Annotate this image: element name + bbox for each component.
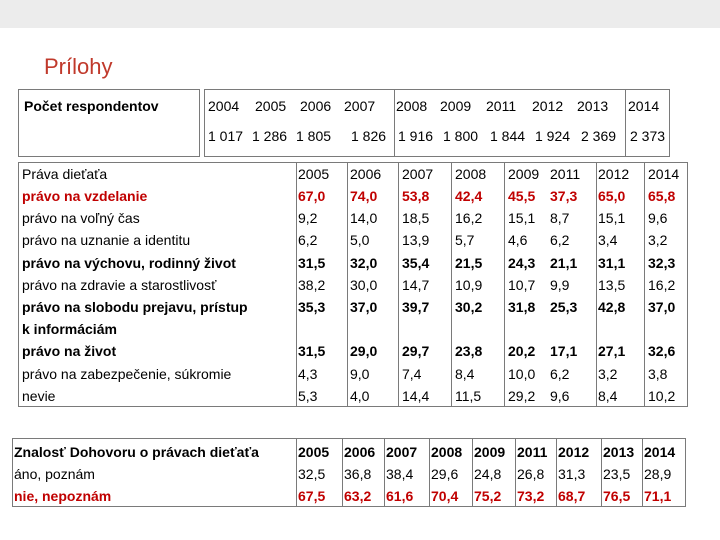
rights-value: 32,6 bbox=[648, 343, 676, 359]
knowledge-value: 23,5 bbox=[603, 466, 631, 482]
respondents-year: 2008 bbox=[396, 98, 428, 114]
rights-value: 31,5 bbox=[298, 343, 326, 359]
rights-value: 8,4 bbox=[598, 388, 618, 404]
rights-value: 10,0 bbox=[508, 366, 536, 382]
respondents-count: 1 805 bbox=[296, 128, 332, 144]
rights-row-label: právo na výchovu, rodinný život bbox=[22, 255, 236, 271]
knowledge-year-header: 2012 bbox=[558, 444, 590, 460]
rights-year-header: 2009 bbox=[508, 166, 540, 182]
respondents-year: 2004 bbox=[208, 98, 240, 114]
rights-value: 37,0 bbox=[350, 299, 378, 315]
rights-value: 23,8 bbox=[455, 343, 483, 359]
knowledge-value: 70,4 bbox=[431, 488, 459, 504]
rights-value: 29,2 bbox=[508, 388, 536, 404]
rights-value: 21,1 bbox=[550, 255, 578, 271]
rights-value: 32,3 bbox=[648, 255, 676, 271]
respondents-count: 1 800 bbox=[443, 128, 479, 144]
top-bar bbox=[0, 0, 720, 28]
knowledge-divider bbox=[384, 438, 385, 507]
rights-value: 29,7 bbox=[402, 343, 430, 359]
rights-value: 3,4 bbox=[598, 232, 618, 248]
knowledge-year-header: 2008 bbox=[431, 444, 463, 460]
knowledge-value: 32,5 bbox=[298, 466, 326, 482]
knowledge-divider bbox=[515, 438, 516, 507]
knowledge-header: Znalosť Dohovoru o právach dieťaťa bbox=[14, 444, 259, 460]
respondents-count: 1 286 bbox=[252, 128, 288, 144]
rights-value: 9,6 bbox=[550, 388, 570, 404]
rights-value: 65,0 bbox=[598, 188, 626, 204]
respondents-label: Počet respondentov bbox=[24, 98, 159, 114]
rights-value: 14,0 bbox=[350, 210, 378, 226]
knowledge-divider bbox=[472, 438, 473, 507]
rights-value: 9,2 bbox=[298, 210, 318, 226]
rights-value: 4,3 bbox=[298, 366, 318, 382]
rights-value: 6,2 bbox=[550, 366, 570, 382]
rights-value: 16,2 bbox=[648, 277, 676, 293]
respondents-year: 2014 bbox=[628, 98, 660, 114]
rights-value: 6,2 bbox=[298, 232, 318, 248]
rights-value: 30,0 bbox=[350, 277, 378, 293]
rights-value: 6,2 bbox=[550, 232, 570, 248]
rights-value: 13,9 bbox=[402, 232, 430, 248]
rights-value: 67,0 bbox=[298, 188, 326, 204]
rights-value: 15,1 bbox=[508, 210, 536, 226]
rights-value: 17,1 bbox=[550, 343, 578, 359]
rights-value: 3,8 bbox=[648, 366, 668, 382]
rights-row-label: právo na uznanie a identitu bbox=[22, 232, 191, 248]
rights-row-label: právo na vzdelanie bbox=[22, 188, 148, 204]
knowledge-value: 76,5 bbox=[603, 488, 631, 504]
knowledge-divider bbox=[296, 438, 297, 507]
rights-value: 10,2 bbox=[648, 388, 676, 404]
respondents-year: 2013 bbox=[577, 98, 609, 114]
rights-value: 21,5 bbox=[455, 255, 483, 271]
knowledge-value: 26,8 bbox=[517, 466, 545, 482]
knowledge-row-label: áno, poznám bbox=[14, 466, 95, 482]
rights-value: 8,7 bbox=[550, 210, 570, 226]
knowledge-value: 75,2 bbox=[474, 488, 502, 504]
knowledge-year-header: 2011 bbox=[517, 444, 548, 460]
rights-value: 3,2 bbox=[648, 232, 668, 248]
rights-year-header: 2011 bbox=[550, 166, 581, 182]
rights-row-label: právo na život bbox=[22, 343, 117, 359]
rights-value: 4,6 bbox=[508, 232, 528, 248]
rights-value: 5,0 bbox=[350, 232, 370, 248]
rights-value: 31,1 bbox=[598, 255, 626, 271]
respondents-count: 2 373 bbox=[630, 128, 666, 144]
respondents-year: 2012 bbox=[532, 98, 564, 114]
rights-value: 27,1 bbox=[598, 343, 626, 359]
rights-header: Práva dieťaťa bbox=[22, 166, 108, 182]
rights-value: 31,5 bbox=[298, 255, 326, 271]
rights-value: 5,7 bbox=[455, 232, 475, 248]
respondents-count: 2 369 bbox=[581, 128, 617, 144]
rights-value: 35,4 bbox=[402, 255, 430, 271]
rights-value: 30,2 bbox=[455, 299, 483, 315]
knowledge-value: 29,6 bbox=[431, 466, 459, 482]
rights-year-header: 2012 bbox=[598, 166, 630, 182]
knowledge-year-header: 2005 bbox=[298, 444, 330, 460]
rights-value: 8,4 bbox=[455, 366, 475, 382]
rights-value: 35,3 bbox=[298, 299, 326, 315]
rights-value: 16,2 bbox=[455, 210, 483, 226]
rights-row-label: právo na zabezpečenie, súkromie bbox=[22, 366, 232, 382]
knowledge-value: 73,2 bbox=[517, 488, 545, 504]
rights-value: 5,3 bbox=[298, 388, 318, 404]
rights-value: 39,7 bbox=[402, 299, 430, 315]
rights-divider bbox=[504, 162, 505, 407]
rights-value: 38,2 bbox=[298, 277, 326, 293]
respondents-count: 1 924 bbox=[535, 128, 571, 144]
rights-year-header: 2008 bbox=[455, 166, 487, 182]
respondents-count: 1 844 bbox=[490, 128, 526, 144]
rights-value: 7,4 bbox=[402, 366, 422, 382]
rights-year-header: 2014 bbox=[648, 166, 680, 182]
respondents-year: 2005 bbox=[255, 98, 287, 114]
rights-value: 14,4 bbox=[402, 388, 430, 404]
rights-row-label: nevie bbox=[22, 388, 56, 404]
respondents-divider bbox=[394, 89, 395, 157]
rights-value: 9,6 bbox=[648, 210, 668, 226]
respondents-count: 1 826 bbox=[351, 128, 387, 144]
rights-value: 4,0 bbox=[350, 388, 370, 404]
rights-row-label: právo na voľný čas bbox=[22, 210, 140, 226]
respondents-divider bbox=[625, 89, 626, 157]
knowledge-value: 63,2 bbox=[344, 488, 372, 504]
knowledge-value: 68,7 bbox=[558, 488, 586, 504]
rights-value: 15,1 bbox=[598, 210, 626, 226]
respondents-count: 1 916 bbox=[398, 128, 434, 144]
rights-value: 31,8 bbox=[508, 299, 536, 315]
rights-year-header: 2007 bbox=[402, 166, 434, 182]
respondents-year: 2006 bbox=[300, 98, 332, 114]
knowledge-year-header: 2014 bbox=[644, 444, 676, 460]
rights-divider bbox=[347, 162, 348, 407]
knowledge-year-header: 2007 bbox=[386, 444, 418, 460]
rights-value: 10,7 bbox=[508, 277, 536, 293]
rights-value: 3,2 bbox=[598, 366, 618, 382]
rights-value: 45,5 bbox=[508, 188, 536, 204]
rights-value: 10,9 bbox=[455, 277, 483, 293]
knowledge-divider bbox=[556, 438, 557, 507]
rights-value: 53,8 bbox=[402, 188, 430, 204]
rights-value: 13,5 bbox=[598, 277, 626, 293]
rights-divider bbox=[596, 162, 597, 407]
rights-value: 42,8 bbox=[598, 299, 626, 315]
knowledge-value: 28,9 bbox=[644, 466, 672, 482]
knowledge-value: 31,3 bbox=[558, 466, 586, 482]
rights-value: 24,3 bbox=[508, 255, 536, 271]
knowledge-value: 36,8 bbox=[344, 466, 372, 482]
rights-value: 32,0 bbox=[350, 255, 378, 271]
page-title: Prílohy bbox=[44, 54, 113, 79]
rights-row-label: právo na zdravie a starostlivosť bbox=[22, 277, 217, 293]
rights-year-header: 2006 bbox=[350, 166, 382, 182]
respondents-year: 2007 bbox=[344, 98, 376, 114]
knowledge-value: 61,6 bbox=[386, 488, 414, 504]
rights-row-label-cont: k informáciám bbox=[22, 321, 117, 337]
knowledge-year-header: 2009 bbox=[474, 444, 506, 460]
knowledge-divider bbox=[642, 438, 643, 507]
rights-value: 29,0 bbox=[350, 343, 378, 359]
rights-divider bbox=[296, 162, 297, 407]
rights-value: 18,5 bbox=[402, 210, 430, 226]
rights-value: 42,4 bbox=[455, 188, 483, 204]
rights-value: 9,0 bbox=[350, 366, 370, 382]
knowledge-divider bbox=[429, 438, 430, 507]
rights-value: 14,7 bbox=[402, 277, 430, 293]
rights-value: 11,5 bbox=[455, 388, 482, 404]
knowledge-value: 71,1 bbox=[644, 488, 672, 504]
rights-row-label: právo na slobodu prejavu, prístup bbox=[22, 299, 248, 315]
respondents-year: 2009 bbox=[440, 98, 472, 114]
rights-divider bbox=[451, 162, 452, 407]
rights-value: 65,8 bbox=[648, 188, 676, 204]
rights-value: 20,2 bbox=[508, 343, 536, 359]
knowledge-year-header: 2006 bbox=[344, 444, 376, 460]
rights-value: 37,3 bbox=[550, 188, 578, 204]
knowledge-value: 67,5 bbox=[298, 488, 326, 504]
rights-divider bbox=[644, 162, 645, 407]
knowledge-value: 24,8 bbox=[474, 466, 502, 482]
rights-value: 74,0 bbox=[350, 188, 378, 204]
rights-value: 9,9 bbox=[550, 277, 570, 293]
knowledge-row-label: nie, nepoznám bbox=[14, 488, 112, 504]
respondents-year: 2011 bbox=[486, 98, 517, 114]
respondents-count: 1 017 bbox=[208, 128, 244, 144]
knowledge-divider bbox=[342, 438, 343, 507]
knowledge-value: 38,4 bbox=[386, 466, 414, 482]
rights-value: 25,3 bbox=[550, 299, 578, 315]
rights-year-header: 2005 bbox=[298, 166, 330, 182]
rights-value: 37,0 bbox=[648, 299, 676, 315]
knowledge-year-header: 2013 bbox=[603, 444, 635, 460]
rights-divider bbox=[398, 162, 399, 407]
knowledge-divider bbox=[601, 438, 602, 507]
